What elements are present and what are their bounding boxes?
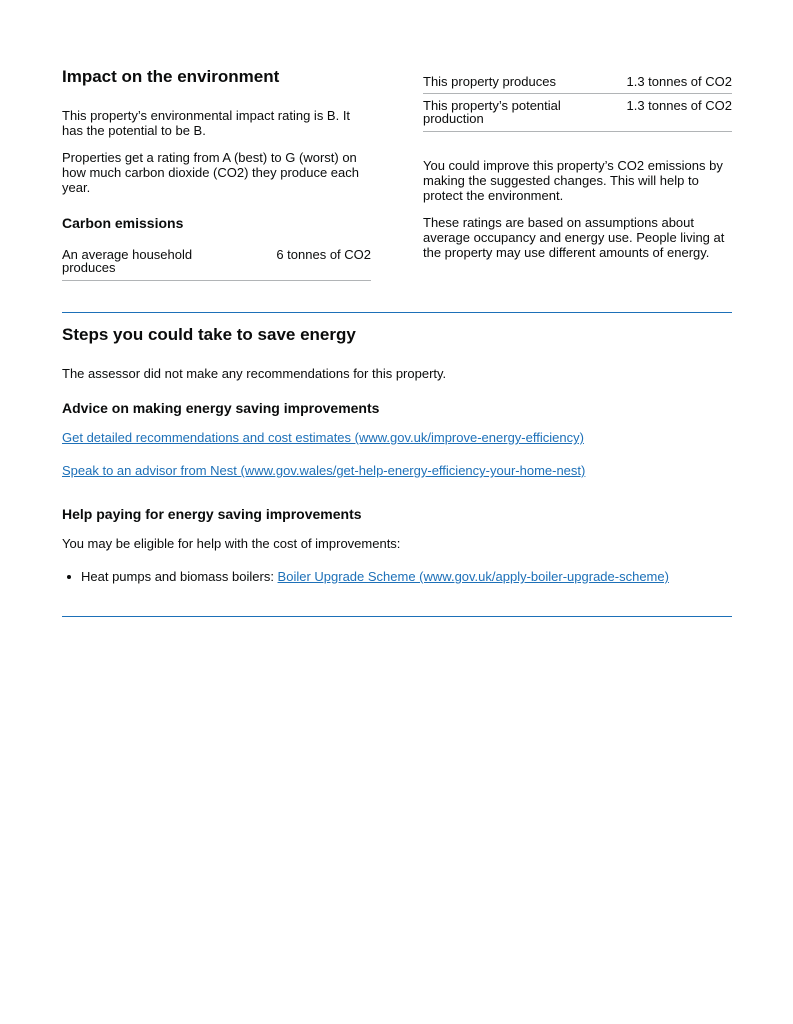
bullet-icon [67, 575, 71, 579]
impact-right-column [423, 72, 732, 260]
potential-production-label: This property’s potential production [423, 98, 561, 126]
average-household-row [62, 248, 371, 281]
property-produces-row [423, 72, 732, 94]
page [62, 0, 732, 584]
steps-heading: Steps you could take to save energy [62, 325, 356, 344]
carbon-emissions-heading: Carbon emissions [62, 215, 184, 231]
potential-production-row [423, 94, 732, 132]
potential-production-value: 1.3 tonnes of CO2 [626, 98, 732, 113]
recommendations-link[interactable]: Get detailed recommendations and cost estimates (www.gov.uk/improve-energy-efficiency) [62, 430, 584, 445]
impact-heading: Impact on the environment [62, 67, 280, 86]
impact-section [62, 0, 732, 312]
property-produces-label: This property produces [423, 74, 556, 89]
property-produces-value: 1.3 tonnes of CO2 [626, 74, 732, 89]
eligible-text: You may be eligible for help with the cost of improvements: [62, 536, 401, 551]
average-household-value: 6 tonnes of CO2 [276, 247, 371, 262]
improve-emissions-text: You could improve this property’s CO2 emissions by making the suggested changes. This will help to protect the environment. [423, 158, 723, 203]
advice-heading: Advice on making energy saving improvements [62, 400, 380, 416]
impact-rating-text: This property’s environmental impact rating is B. It has the potential to be B. [62, 108, 351, 138]
impact-left-column [62, 66, 371, 281]
assumptions-text: These ratings are based on assumptions about average occupancy and energy use. People living at the property may use different amounts of energy. [423, 215, 725, 260]
boiler-upgrade-scheme-link[interactable]: Boiler Upgrade Scheme (www.gov.uk/apply-boiler-upgrade-scheme) [277, 569, 669, 584]
list-item [62, 569, 669, 584]
bullet-prefix: Heat pumps and biomass boilers: [81, 569, 278, 584]
average-household-label: An average household produces [62, 247, 193, 275]
rating-scale-text: Properties get a rating from A (best) to G (worst) on how much carbon dioxide (CO2) they produce each year. [62, 150, 359, 195]
section-divider-bottom [62, 616, 732, 617]
help-schemes-list [62, 569, 669, 584]
no-recommendations-text: The assessor did not make any recommendations for this property. [62, 366, 447, 381]
section-divider [62, 312, 732, 313]
nest-advisor-link[interactable]: Speak to an advisor from Nest (www.gov.wales/get-help-energy-efficiency-your-home-nest) [62, 463, 586, 478]
help-paying-heading: Help paying for energy saving improvements [62, 506, 362, 522]
